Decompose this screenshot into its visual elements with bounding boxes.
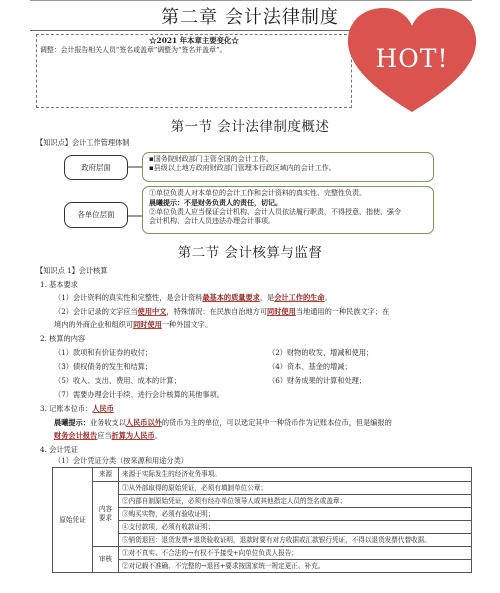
hot-badge <box>342 4 482 116</box>
table-audit-item: ①对不真实、不合法的→有权不予接受+向单位负责人报告； <box>119 547 472 560</box>
table-audit-item: ②对记载不准确、不完整的→退回+要求按国家统一规定更正、补充。 <box>119 560 472 573</box>
gov-item: ▪国务院财政部门主管全国的会计工作。 <box>149 155 273 163</box>
change-title: ☆2021 年本章主要变化☆ <box>149 36 239 45</box>
hot-text: HOT! <box>375 44 449 73</box>
vouchers-subheading: （1）会计凭证分类（按来源和用途分类） <box>54 456 188 465</box>
heading-currency: 3. 记账本位币：人民币 <box>40 404 114 413</box>
table-content-item: ⑤销货退回：退货发票+退货验收证明，退款时要有对方收据或汇款银行凭证，不得以退货发票代替收据。 <box>119 534 472 547</box>
gov-item: ▪县级以上地方政府财政部门管理本行政区域内的会计工作。 <box>149 164 336 173</box>
section1-kp-label: 【知识点】会计工作管理体制 <box>36 138 130 147</box>
table-content-item: ④支付款项，必须有收款证明； <box>119 521 472 534</box>
gov-level-node: 政府层面 <box>64 155 128 180</box>
unit-item: 会计机构、会计人员违法办理会计事项。 <box>149 217 275 226</box>
top-rule <box>30 0 472 1</box>
heading-content: 2. 核算的内容 <box>40 334 86 343</box>
currency-tip: 晨曦提示：业务收支以人民币以外的货币为主的单位，可以选定其中一种货币作为记账本位币，但是编报的 <box>54 418 392 427</box>
voucher-table <box>52 467 472 573</box>
section2-kp-label: 【知识点 1】会计核算 <box>36 266 108 275</box>
content-left-5: （5）收入、支出、费用、成本的计算； <box>54 376 181 385</box>
gov-level-panel <box>142 152 434 182</box>
change-box <box>36 34 352 108</box>
unit-level-panel <box>142 186 434 234</box>
table-content-item: ①从外部取得的原始凭证，必须有填制单位公章； <box>119 482 472 495</box>
section2-title: 第二节 会计核算与监督 <box>177 245 323 261</box>
table-source-label: 来源 <box>93 468 119 482</box>
section1-title: 第一节 会计法律制度概述 <box>170 119 330 135</box>
unit-item: ①单位负责人对本单位的会计工作和会计资料的真实性、完整性负责。 <box>149 189 366 197</box>
table-content-label: 内容要求 <box>93 482 119 547</box>
heading-vouchers: 4. 会计凭证 <box>40 445 78 454</box>
content-right-6: （6）财务成果的计算和处理； <box>268 376 367 385</box>
content-left-7: （7）需要办理会计手续、进行会计核算的其他事项。 <box>54 390 224 399</box>
change-text: 调整：会计报告相关人员“签名或盖章”调整为“签名并盖章”。 <box>40 46 227 54</box>
content-left-1: （1）款项和有价证券的收付； <box>54 348 153 357</box>
requirement-2-cont: 境内的外商企业和组织可同时使用一种外国文字。 <box>54 320 213 329</box>
table-content-item: ③购买实物，必须有验收证明； <box>119 508 472 521</box>
requirement-2: （2）会计记录的文字应当使用中文，特殊情况：在民族自治地方可同时使用当地通用的一种民族文字；在 <box>54 307 390 316</box>
heading-basic-requirements: 1. 基本要求 <box>40 280 78 289</box>
currency-tip-cont: 财务会计报告应当折算为人民币。 <box>54 431 162 440</box>
unit-item: ②单位负责人应当保证会计机构、会计人员依法履行职责，不得授意、指使、强令 <box>149 207 401 216</box>
unit-level-node: 各单位层面 <box>64 202 128 228</box>
table-category: 原始凭证 <box>53 468 93 573</box>
unit-item-tip: 晨曦提示：不是财务负责人的责任，切记。 <box>149 198 282 208</box>
requirement-1: （1）会计资料的真实性和完整性，是会计资料最基本的质量要求，是会计工作的生命。 <box>54 293 332 302</box>
table-content-item: ②内部自制原始凭证，必须有经办单位领导人或其他指定人员的签名或盖章； <box>119 495 472 508</box>
table-audit-label: 审核 <box>93 547 119 573</box>
content-right-2: （2）财物的收发、增减和使用； <box>268 348 374 357</box>
connector-lines <box>128 150 142 242</box>
content-left-3: （3）债权债务的发生和结算； <box>54 362 153 371</box>
table-source-text: 来源于实际发生的经济业务事项。 <box>119 468 472 482</box>
content-right-4: （4）资本、基金的增减； <box>268 362 352 371</box>
chapter-title: 第二章 会计法律制度 <box>161 7 339 28</box>
